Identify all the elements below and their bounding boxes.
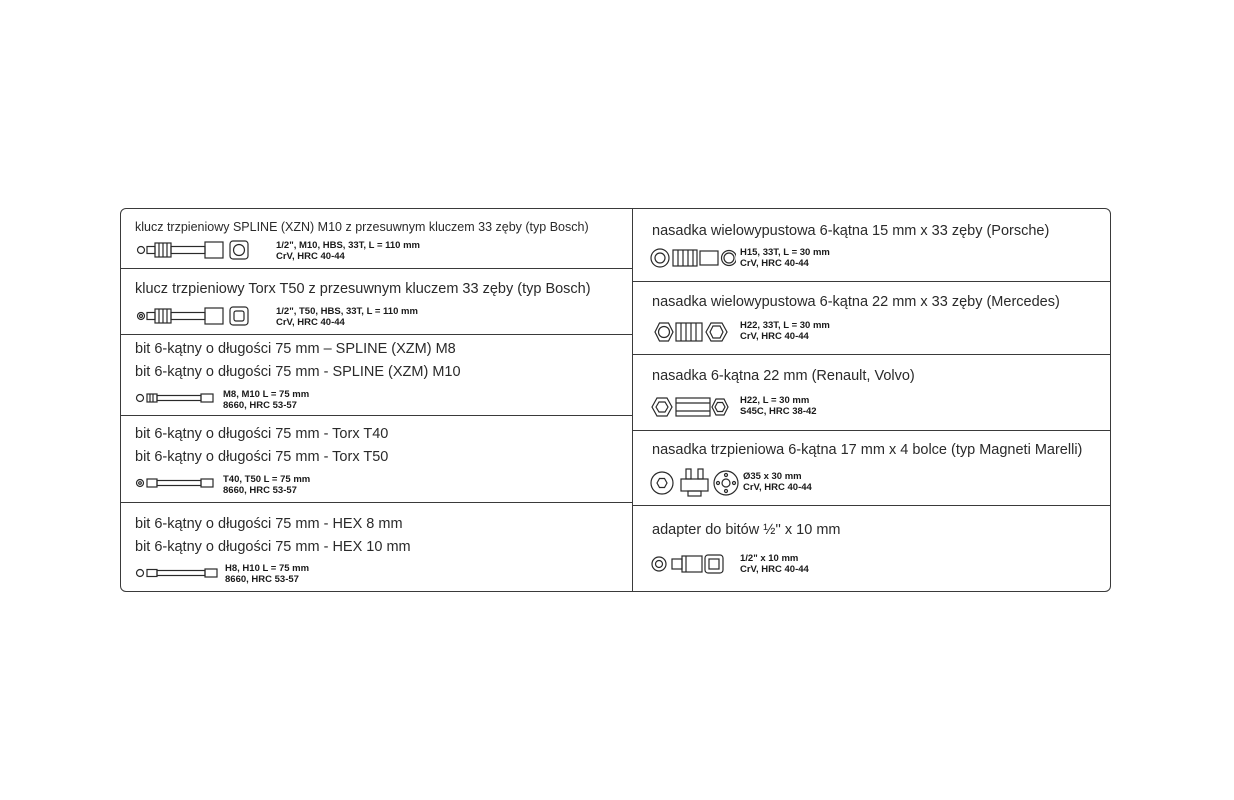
torx-bit-icon — [135, 475, 219, 491]
item-spec-line: H22, 33T, L = 30 mm — [740, 320, 830, 331]
table-cell — [632, 506, 1110, 592]
item-spec-line: H15, 33T, L = 30 mm — [740, 247, 830, 258]
item-spec-line: 1/2", T50, HBS, 33T, L = 110 mm — [276, 306, 418, 317]
item-spec-line: S45C, HRC 38-42 — [740, 406, 817, 417]
item-spec-line: CrV, HRC 40-44 — [276, 317, 345, 328]
table-cell — [121, 503, 632, 592]
item-spec-line: CrV, HRC 40-44 — [740, 331, 809, 342]
spline-key-icon — [135, 239, 267, 261]
table-cell — [632, 282, 1110, 355]
item-title: bit 6-kątny o długości 75 mm - HEX 8 mm — [135, 516, 403, 532]
table-cell — [632, 431, 1110, 506]
item-spec-line: H8, H10 L = 75 mm — [225, 563, 310, 574]
item-spec-line: CrV, HRC 40-44 — [740, 564, 809, 575]
item-spec-line: CrV, HRC 40-44 — [740, 258, 809, 269]
spline-socket-22-icon — [650, 320, 736, 344]
item-title: bit 6-kątny o długości 75 mm - Torx T40 — [135, 426, 389, 442]
item-title: klucz trzpieniowy SPLINE (XZN) M10 z przesuwnym kluczem 33 zęby (typ Bosch) — [135, 220, 589, 234]
item-spec-line: 8660, HRC 53-57 — [223, 400, 297, 411]
right-column — [632, 209, 1110, 591]
item-spec-line: 1/2" x 10 mm — [740, 553, 799, 564]
left-column — [121, 209, 633, 591]
item-spec-line: CrV, HRC 40-44 — [743, 482, 812, 493]
item-spec-line: Ø35 x 30 mm — [743, 471, 802, 482]
item-spec-line: T40, T50 L = 75 mm — [223, 474, 311, 485]
item-title: bit 6-kątny o długości 75 mm - Torx T50 — [135, 449, 389, 465]
item-spec-line: H22, L = 30 mm — [740, 395, 810, 406]
item-spec-line: 8660, HRC 53-57 — [225, 574, 299, 585]
hex-bit-icon — [135, 565, 221, 581]
item-title: bit 6-kątny o długości 75 mm – SPLINE (XZM) M8 — [135, 341, 456, 357]
table-cell — [121, 209, 632, 269]
item-spec-line: 8660, HRC 53-57 — [223, 485, 297, 496]
bit-adapter-icon — [650, 553, 736, 575]
item-spec-line: 1/2", M10, HBS, 33T, L = 110 mm — [276, 240, 420, 251]
table-cell — [632, 209, 1110, 282]
item-title: bit 6-kątny o długości 75 mm - SPLINE (XZM) M10 — [135, 364, 461, 380]
item-title: nasadka wielowypustowa 6-kątna 15 mm x 33 zęby (Porsche) — [652, 223, 1050, 239]
item-title: nasadka trzpieniowa 6-kątna 17 mm x 4 bolce (typ Magneti Marelli) — [652, 442, 1083, 458]
spline-socket-15-icon — [650, 247, 736, 269]
pin-socket-icon — [650, 467, 740, 497]
table-cell — [121, 269, 632, 335]
item-title: nasadka wielowypustowa 6-kątna 22 mm x 33 zęby (Mercedes) — [652, 294, 1060, 310]
table-cell — [121, 416, 632, 503]
hex-socket-22-icon — [650, 395, 736, 419]
item-spec-line: CrV, HRC 40-44 — [276, 251, 345, 262]
item-spec-line: M8, M10 L = 75 mm — [223, 389, 310, 400]
spline-bit-icon — [135, 390, 219, 406]
tool-set-table — [120, 208, 1111, 592]
table-cell — [121, 335, 632, 416]
item-title: klucz trzpieniowy Torx T50 z przesuwnym kluczem 33 zęby (typ Bosch) — [135, 281, 591, 297]
torx-key-icon — [135, 305, 267, 327]
item-title: adapter do bitów ½'' x 10 mm — [652, 522, 841, 538]
table-cell — [632, 355, 1110, 431]
item-title: bit 6-kątny o długości 75 mm - HEX 10 mm — [135, 539, 411, 555]
item-title: nasadka 6-kątna 22 mm (Renault, Volvo) — [652, 368, 915, 384]
